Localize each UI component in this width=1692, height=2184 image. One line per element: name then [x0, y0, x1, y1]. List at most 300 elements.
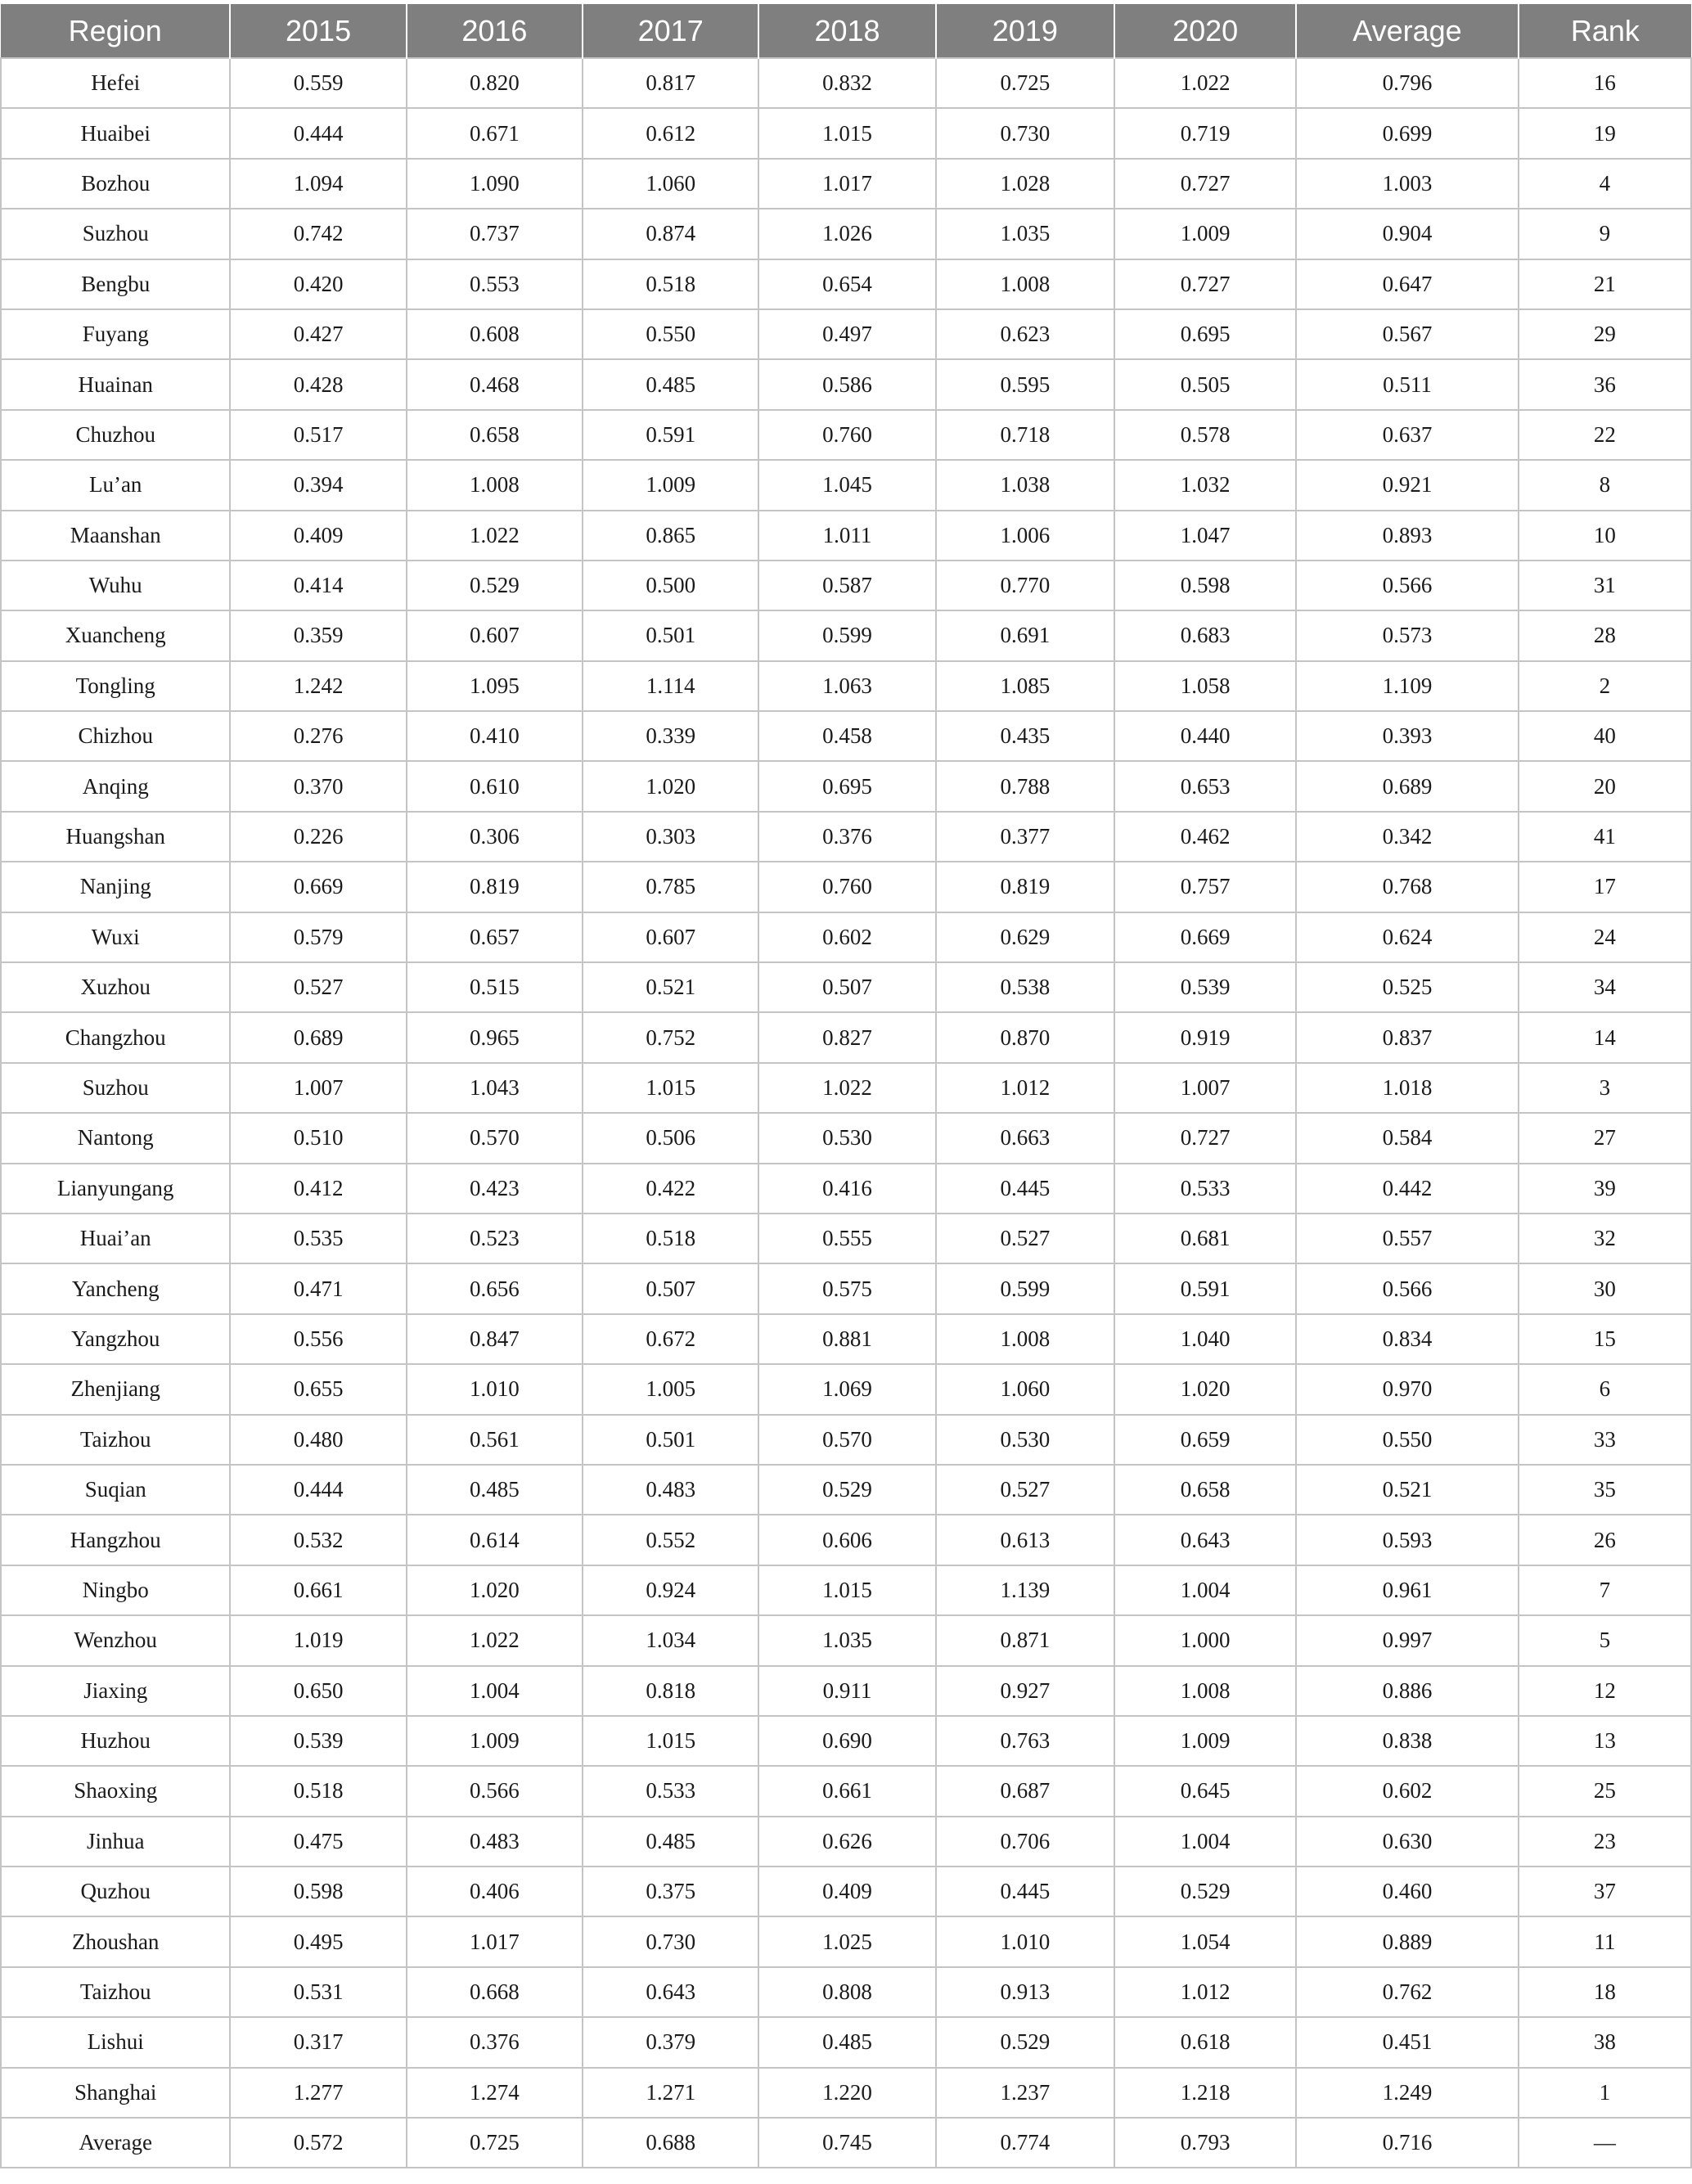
cell-rank: 11: [1519, 1916, 1691, 1966]
table-row: [1, 1666, 1691, 1716]
cell-2018: 0.587: [758, 561, 935, 610]
cell-2017: 0.924: [583, 1565, 758, 1615]
cell-2016: 0.570: [407, 1113, 583, 1163]
table-row: [1, 1364, 1691, 1414]
cell-average: 0.567: [1296, 309, 1518, 359]
cell-2020: 1.022: [1114, 58, 1296, 108]
cell-2020: 0.727: [1114, 159, 1296, 209]
cell-average: 0.889: [1296, 1916, 1518, 1966]
cell-2019: 0.706: [936, 1817, 1114, 1867]
cell-2018: 0.529: [758, 1465, 935, 1515]
cell-2018: 1.025: [758, 1916, 935, 1966]
cell-2016: 1.008: [407, 460, 583, 510]
cell-2015: 0.689: [230, 1012, 406, 1062]
cell-2020: 1.009: [1114, 1716, 1296, 1766]
cell-2020: 0.618: [1114, 2017, 1296, 2067]
cell-2015: 0.444: [230, 108, 406, 158]
cell-region: Shaoxing: [1, 1766, 230, 1816]
cell-2017: 0.607: [583, 912, 758, 962]
cell-2015: 0.317: [230, 2017, 406, 2067]
cell-2017: 0.817: [583, 58, 758, 108]
cell-2017: 1.020: [583, 761, 758, 811]
cell-2016: 0.847: [407, 1314, 583, 1364]
cell-average: 0.699: [1296, 108, 1518, 158]
cell-2016: 0.406: [407, 1867, 583, 1916]
cell-2015: 0.428: [230, 359, 406, 409]
table-row: [1, 2068, 1691, 2118]
cell-2015: 0.742: [230, 209, 406, 259]
table-row: [1, 1113, 1691, 1163]
efficiency-table: [0, 4, 1692, 2168]
cell-2020: 0.462: [1114, 812, 1296, 862]
cell-region: Huangshan: [1, 812, 230, 862]
cell-region: Wuxi: [1, 912, 230, 962]
cell-2019: 0.725: [936, 58, 1114, 108]
cell-2018: 0.570: [758, 1415, 935, 1465]
table-row: [1, 58, 1691, 108]
cell-2020: 0.645: [1114, 1766, 1296, 1816]
cell-2018: 0.626: [758, 1817, 935, 1867]
cell-2016: 1.020: [407, 1565, 583, 1615]
cell-2018: 0.530: [758, 1113, 935, 1163]
cell-2018: 1.069: [758, 1364, 935, 1414]
cell-average: 0.961: [1296, 1565, 1518, 1615]
cell-region: Chizhou: [1, 711, 230, 761]
cell-2015: 0.527: [230, 962, 406, 1012]
cell-rank: 13: [1519, 1716, 1691, 1766]
table-row: [1, 460, 1691, 510]
column-header-2018: 2018: [758, 4, 935, 58]
cell-average: 0.893: [1296, 511, 1518, 561]
table-row: [1, 1214, 1691, 1263]
cell-rank: 19: [1519, 108, 1691, 158]
cell-2017: 1.005: [583, 1364, 758, 1414]
cell-2016: 0.668: [407, 1967, 583, 2017]
cell-2019: 0.763: [936, 1716, 1114, 1766]
cell-2015: 0.572: [230, 2118, 406, 2168]
table-row: [1, 1012, 1691, 1062]
cell-2020: 0.578: [1114, 410, 1296, 460]
cell-2018: 0.654: [758, 259, 935, 309]
cell-2020: 0.727: [1114, 259, 1296, 309]
cell-average: 0.442: [1296, 1164, 1518, 1214]
cell-2020: 1.007: [1114, 1063, 1296, 1113]
table-row: [1, 1063, 1691, 1113]
cell-region: Nanjing: [1, 862, 230, 912]
table-row: [1, 159, 1691, 209]
cell-2020: 0.529: [1114, 1867, 1296, 1916]
table-row: [1, 1515, 1691, 1565]
cell-2018: 0.606: [758, 1515, 935, 1565]
cell-average: 0.584: [1296, 1113, 1518, 1163]
cell-2019: 0.870: [936, 1012, 1114, 1062]
cell-2020: 0.757: [1114, 862, 1296, 912]
cell-2017: 0.483: [583, 1465, 758, 1515]
cell-region: Fuyang: [1, 309, 230, 359]
cell-average: 1.109: [1296, 661, 1518, 711]
cell-2018: 1.011: [758, 511, 935, 561]
table-row: [1, 561, 1691, 610]
cell-2017: 1.114: [583, 661, 758, 711]
cell-2019: 0.538: [936, 962, 1114, 1012]
cell-rank: 16: [1519, 58, 1691, 108]
cell-2016: 0.468: [407, 359, 583, 409]
cell-average: 0.647: [1296, 259, 1518, 309]
cell-2016: 0.819: [407, 862, 583, 912]
cell-2017: 0.874: [583, 209, 758, 259]
cell-rank: 9: [1519, 209, 1691, 259]
cell-2015: 0.539: [230, 1716, 406, 1766]
cell-2019: 0.774: [936, 2118, 1114, 2168]
cell-region: Tongling: [1, 661, 230, 711]
cell-2020: 1.012: [1114, 1967, 1296, 2017]
cell-2020: 0.681: [1114, 1214, 1296, 1263]
cell-2019: 1.085: [936, 661, 1114, 711]
cell-2020: 1.009: [1114, 209, 1296, 259]
cell-2017: 0.785: [583, 862, 758, 912]
cell-region: Xuancheng: [1, 610, 230, 660]
cell-2019: 1.008: [936, 259, 1114, 309]
cell-average: 0.762: [1296, 1967, 1518, 2017]
cell-rank: 37: [1519, 1867, 1691, 1916]
cell-2016: 0.656: [407, 1263, 583, 1313]
cell-2015: 0.359: [230, 610, 406, 660]
cell-average: 0.566: [1296, 1263, 1518, 1313]
cell-average: 0.602: [1296, 1766, 1518, 1816]
cell-2016: 0.608: [407, 309, 583, 359]
cell-2015: 0.370: [230, 761, 406, 811]
cell-region: Suzhou: [1, 1063, 230, 1113]
cell-2020: 1.058: [1114, 661, 1296, 711]
cell-average: 0.566: [1296, 561, 1518, 610]
cell-2020: 0.727: [1114, 1113, 1296, 1163]
table-row: [1, 1716, 1691, 1766]
cell-2018: 0.575: [758, 1263, 935, 1313]
cell-region: Huaibei: [1, 108, 230, 158]
cell-2018: 1.017: [758, 159, 935, 209]
cell-average: 0.342: [1296, 812, 1518, 862]
cell-average: 0.837: [1296, 1012, 1518, 1062]
cell-2017: 0.533: [583, 1766, 758, 1816]
cell-2017: 0.485: [583, 1817, 758, 1867]
cell-2019: 1.060: [936, 1364, 1114, 1414]
cell-2015: 0.598: [230, 1867, 406, 1916]
cell-rank: 34: [1519, 962, 1691, 1012]
cell-2018: 0.690: [758, 1716, 935, 1766]
cell-average: 0.997: [1296, 1615, 1518, 1665]
cell-average: 0.393: [1296, 711, 1518, 761]
cell-2020: 1.020: [1114, 1364, 1296, 1414]
cell-region: Ningbo: [1, 1565, 230, 1615]
cell-2020: 1.040: [1114, 1314, 1296, 1364]
cell-2018: 0.881: [758, 1314, 935, 1364]
cell-2017: 0.422: [583, 1164, 758, 1214]
cell-2019: 0.530: [936, 1415, 1114, 1465]
cell-2016: 0.553: [407, 259, 583, 309]
cell-2017: 0.552: [583, 1515, 758, 1565]
cell-2018: 1.063: [758, 661, 935, 711]
cell-rank: 3: [1519, 1063, 1691, 1113]
cell-2015: 0.414: [230, 561, 406, 610]
cell-2020: 1.054: [1114, 1916, 1296, 1966]
cell-2020: 1.004: [1114, 1817, 1296, 1867]
cell-2019: 0.770: [936, 561, 1114, 610]
column-header-average: Average: [1296, 4, 1518, 58]
table-row: [1, 1314, 1691, 1364]
cell-region: Huainan: [1, 359, 230, 409]
cell-2019: 0.529: [936, 2017, 1114, 2067]
cell-2015: 0.226: [230, 812, 406, 862]
table-row: [1, 108, 1691, 158]
cell-average: 0.689: [1296, 761, 1518, 811]
cell-2020: 1.047: [1114, 511, 1296, 561]
cell-2018: 1.045: [758, 460, 935, 510]
table-row: [1, 259, 1691, 309]
cell-2019: 1.139: [936, 1565, 1114, 1615]
cell-2018: 0.555: [758, 1214, 935, 1263]
cell-2015: 0.495: [230, 1916, 406, 1966]
cell-region: Lu’an: [1, 460, 230, 510]
cell-2019: 0.730: [936, 108, 1114, 158]
table-row: [1, 661, 1691, 711]
table-row: [1, 962, 1691, 1012]
cell-rank: 31: [1519, 561, 1691, 610]
header-row: [1, 4, 1691, 58]
cell-region: Taizhou: [1, 1967, 230, 2017]
cell-2016: 1.095: [407, 661, 583, 711]
cell-rank: 41: [1519, 812, 1691, 862]
cell-2018: 0.832: [758, 58, 935, 108]
cell-2019: 1.028: [936, 159, 1114, 209]
cell-2015: 1.019: [230, 1615, 406, 1665]
cell-2016: 0.658: [407, 410, 583, 460]
cell-2018: 0.808: [758, 1967, 935, 2017]
cell-2017: 0.501: [583, 610, 758, 660]
cell-region: Changzhou: [1, 1012, 230, 1062]
cell-2018: 0.911: [758, 1666, 935, 1716]
cell-rank: 7: [1519, 1565, 1691, 1615]
cell-2018: 0.661: [758, 1766, 935, 1816]
cell-2016: 0.523: [407, 1214, 583, 1263]
column-header-2017: 2017: [583, 4, 758, 58]
cell-2019: 0.435: [936, 711, 1114, 761]
cell-2015: 0.559: [230, 58, 406, 108]
cell-average: 0.521: [1296, 1465, 1518, 1515]
cell-2018: 0.602: [758, 912, 935, 962]
cell-2016: 0.515: [407, 962, 583, 1012]
cell-2016: 0.423: [407, 1164, 583, 1214]
column-header-rank: Rank: [1519, 4, 1691, 58]
table-row: [1, 209, 1691, 259]
cell-2019: 0.445: [936, 1164, 1114, 1214]
cell-2016: 1.090: [407, 159, 583, 209]
cell-2019: 0.691: [936, 610, 1114, 660]
cell-average: 0.970: [1296, 1364, 1518, 1414]
column-header-2020: 2020: [1114, 4, 1296, 58]
cell-2019: 1.008: [936, 1314, 1114, 1364]
cell-2018: 0.416: [758, 1164, 935, 1214]
cell-rank: 18: [1519, 1967, 1691, 2017]
cell-rank: 33: [1519, 1415, 1691, 1465]
cell-2017: 1.034: [583, 1615, 758, 1665]
column-header-2016: 2016: [407, 4, 583, 58]
cell-2016: 1.017: [407, 1916, 583, 1966]
cell-2016: 1.009: [407, 1716, 583, 1766]
table-row: [1, 761, 1691, 811]
cell-2017: 0.500: [583, 561, 758, 610]
cell-2015: 0.394: [230, 460, 406, 510]
cell-2020: 0.669: [1114, 912, 1296, 962]
cell-region: Anqing: [1, 761, 230, 811]
cell-2015: 0.535: [230, 1214, 406, 1263]
cell-2020: 0.658: [1114, 1465, 1296, 1515]
table-row: [1, 1415, 1691, 1465]
cell-2016: 0.306: [407, 812, 583, 862]
cell-2017: 0.550: [583, 309, 758, 359]
cell-2018: 0.507: [758, 962, 935, 1012]
cell-region: Bozhou: [1, 159, 230, 209]
cell-2015: 0.556: [230, 1314, 406, 1364]
cell-2016: 1.004: [407, 1666, 583, 1716]
table-row: [1, 511, 1691, 561]
cell-average: 1.249: [1296, 2068, 1518, 2118]
cell-2015: 0.480: [230, 1415, 406, 1465]
cell-2016: 0.614: [407, 1515, 583, 1565]
table-row: [1, 862, 1691, 912]
cell-average: 0.904: [1296, 209, 1518, 259]
table-row: [1, 1164, 1691, 1214]
cell-2017: 0.506: [583, 1113, 758, 1163]
cell-2020: 0.793: [1114, 2118, 1296, 2168]
cell-2018: 1.220: [758, 2068, 935, 2118]
cell-2018: 0.695: [758, 761, 935, 811]
cell-2017: 0.485: [583, 359, 758, 409]
cell-average: 0.511: [1296, 359, 1518, 409]
cell-2020: 0.659: [1114, 1415, 1296, 1465]
cell-2015: 0.420: [230, 259, 406, 309]
cell-2016: 0.610: [407, 761, 583, 811]
cell-2017: 0.339: [583, 711, 758, 761]
cell-rank: 15: [1519, 1314, 1691, 1364]
table-row: [1, 1465, 1691, 1515]
cell-2020: 0.695: [1114, 309, 1296, 359]
cell-2019: 0.871: [936, 1615, 1114, 1665]
cell-2016: 0.607: [407, 610, 583, 660]
cell-average: 0.593: [1296, 1515, 1518, 1565]
cell-2020: 0.719: [1114, 108, 1296, 158]
cell-2019: 1.035: [936, 209, 1114, 259]
cell-2018: 0.760: [758, 410, 935, 460]
cell-2018: 0.827: [758, 1012, 935, 1062]
cell-average: 0.550: [1296, 1415, 1518, 1465]
cell-rank: 10: [1519, 511, 1691, 561]
cell-2019: 0.595: [936, 359, 1114, 409]
cell-region: Shanghai: [1, 2068, 230, 2118]
table-row: [1, 1817, 1691, 1867]
cell-2017: 0.501: [583, 1415, 758, 1465]
cell-2020: 1.000: [1114, 1615, 1296, 1665]
cell-2017: 0.379: [583, 2017, 758, 2067]
cell-2015: 0.661: [230, 1565, 406, 1615]
cell-rank: 24: [1519, 912, 1691, 962]
cell-2015: 0.409: [230, 511, 406, 561]
cell-2015: 0.412: [230, 1164, 406, 1214]
column-header-region: Region: [1, 4, 230, 58]
cell-average: 0.796: [1296, 58, 1518, 108]
cell-rank: 12: [1519, 1666, 1691, 1716]
cell-2015: 1.242: [230, 661, 406, 711]
cell-average: 0.768: [1296, 862, 1518, 912]
table-row: [1, 309, 1691, 359]
cell-2017: 1.009: [583, 460, 758, 510]
cell-2018: 0.586: [758, 359, 935, 409]
cell-2018: 0.599: [758, 610, 935, 660]
cell-2015: 0.471: [230, 1263, 406, 1313]
cell-region: Suzhou: [1, 209, 230, 259]
cell-2016: 1.022: [407, 511, 583, 561]
cell-2017: 0.643: [583, 1967, 758, 2017]
table-row: [1, 610, 1691, 660]
cell-rank: 5: [1519, 1615, 1691, 1665]
cell-2019: 0.527: [936, 1214, 1114, 1263]
cell-rank: 32: [1519, 1214, 1691, 1263]
column-header-2015: 2015: [230, 4, 406, 58]
cell-2016: 0.725: [407, 2118, 583, 2168]
cell-2016: 1.022: [407, 1615, 583, 1665]
cell-2017: 1.015: [583, 1063, 758, 1113]
cell-region: Huzhou: [1, 1716, 230, 1766]
cell-2016: 0.965: [407, 1012, 583, 1062]
cell-region: Jiaxing: [1, 1666, 230, 1716]
table-row: [1, 410, 1691, 460]
cell-2017: 0.518: [583, 259, 758, 309]
cell-2016: 0.410: [407, 711, 583, 761]
table-row: [1, 1967, 1691, 2017]
cell-2019: 0.718: [936, 410, 1114, 460]
cell-2018: 0.760: [758, 862, 935, 912]
cell-2020: 1.008: [1114, 1666, 1296, 1716]
cell-2016: 0.820: [407, 58, 583, 108]
cell-region: Chuzhou: [1, 410, 230, 460]
cell-2018: 1.026: [758, 209, 935, 259]
cell-2016: 0.671: [407, 108, 583, 158]
cell-2020: 0.919: [1114, 1012, 1296, 1062]
cell-region: Quzhou: [1, 1867, 230, 1916]
cell-rank: 36: [1519, 359, 1691, 409]
cell-2015: 0.532: [230, 1515, 406, 1565]
cell-rank: 40: [1519, 711, 1691, 761]
cell-2016: 0.566: [407, 1766, 583, 1816]
cell-rank: —: [1519, 2118, 1691, 2168]
cell-2017: 0.612: [583, 108, 758, 158]
cell-2017: 0.672: [583, 1314, 758, 1364]
table-row: [1, 812, 1691, 862]
cell-2019: 0.613: [936, 1515, 1114, 1565]
table-row: [1, 1565, 1691, 1615]
cell-2015: 0.579: [230, 912, 406, 962]
cell-average: 0.630: [1296, 1817, 1518, 1867]
cell-rank: 38: [1519, 2017, 1691, 2067]
cell-2018: 0.745: [758, 2118, 935, 2168]
cell-2015: 0.517: [230, 410, 406, 460]
cell-region: Zhoushan: [1, 1916, 230, 1966]
cell-region: Wenzhou: [1, 1615, 230, 1665]
cell-2017: 0.375: [583, 1867, 758, 1916]
cell-average: 0.624: [1296, 912, 1518, 962]
cell-2018: 0.497: [758, 309, 935, 359]
cell-rank: 29: [1519, 309, 1691, 359]
cell-2015: 0.650: [230, 1666, 406, 1716]
